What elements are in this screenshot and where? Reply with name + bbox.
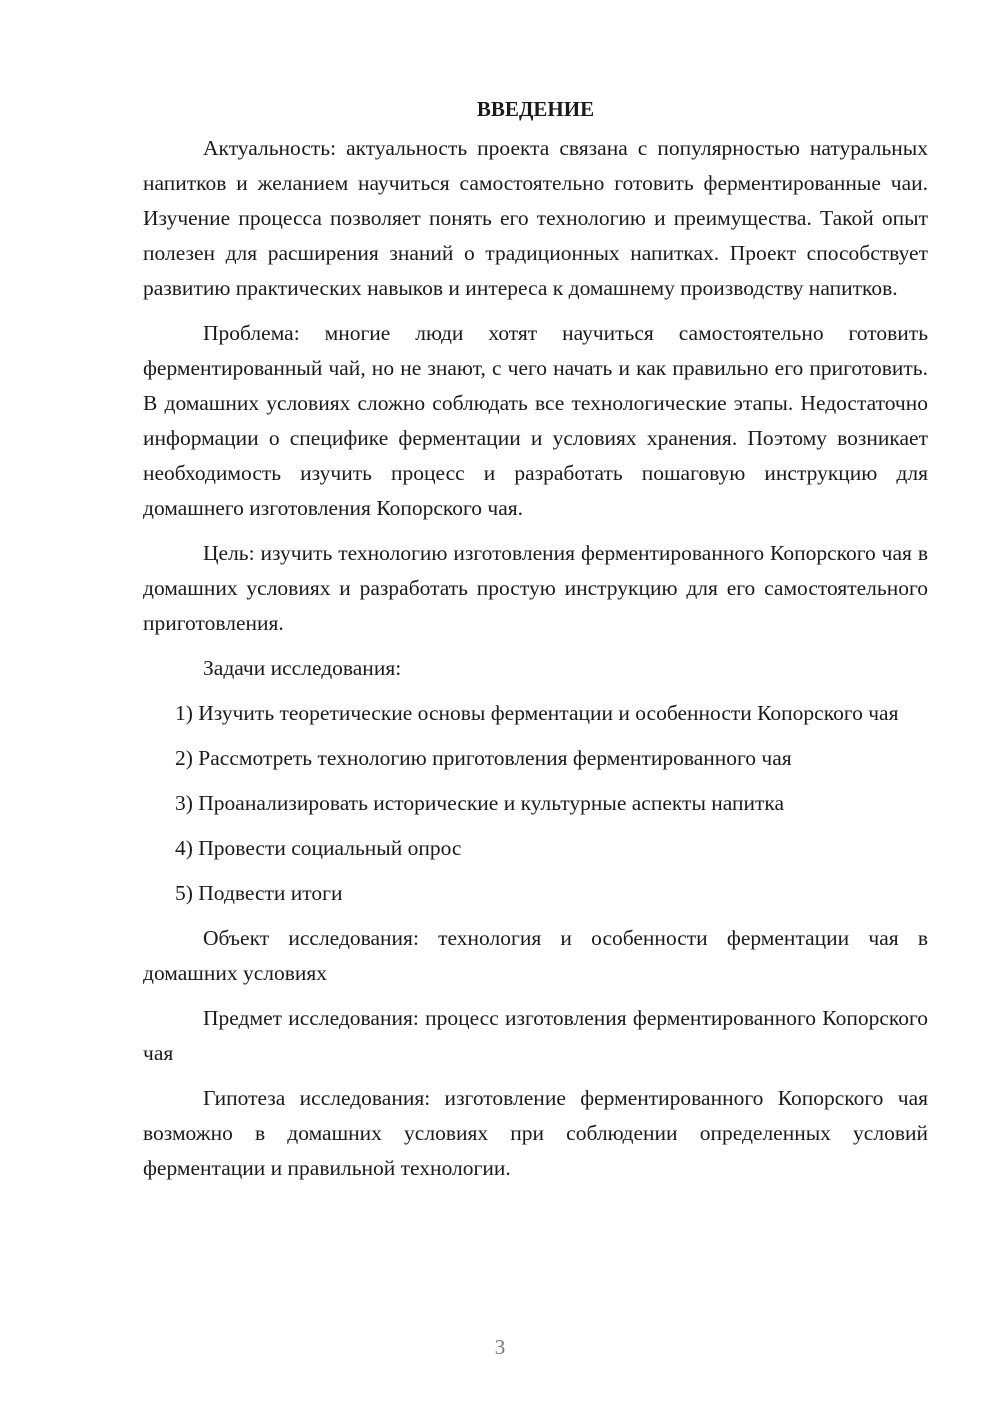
paragraph-goal: Цель: изучить технологию изготовления ферментированного Копорского чая в домашних условиях и разработать простую инструкцию для его самостоятельного приготовления. (143, 541, 928, 635)
task-item-3: 3) Проанализировать исторические и культурные аспекты напитка (175, 791, 785, 815)
task-item-1: 1) Изучить теоретические основы ферментации и особенности Копорского чая (175, 701, 899, 725)
paragraph-hypothesis: Гипотеза исследования: изготовление ферментированного Копорского чая возможно в домашних условиях при соблюдении определенных условий ферментации и правильной технологии. (143, 1086, 928, 1180)
task-item-4: 4) Провести социальный опрос (175, 836, 462, 860)
page-title: ВВЕДЕНИЕ (476, 97, 595, 121)
document-page (143, 92, 928, 1196)
paragraph-relevance: Актуальность: актуальность проекта связана с популярностью натуральных напитков и желанием научиться самостоятельно готовить ферментированные чаи. Изучение процесса позволяет понять его технологию и преимущества. Такой опыт полезен для расширения знаний о традиционных напитках. Проект способствует развитию практических навыков и интереса к домашнему производству напитков. (143, 136, 928, 300)
paragraph-problem: Проблема: многие люди хотят научиться самостоятельно готовить ферментированный чай, но не знают, с чего начать и как правильно его приготовить. В домашних условиях сложно соблюдать все технологические этапы. Недостаточно информации о специфике ферментации и условиях хранения. Поэтому возникает необходимость изучить процесс и разработать пошаговую инструкцию для домашнего изготовления Копорского чая. (143, 321, 928, 520)
paragraph-subject: Предмет исследования: процесс изготовления ферментированного Копорского чая (143, 1006, 928, 1065)
page-number: 3 (494, 1335, 506, 1359)
paragraph-object: Объект исследования: технология и особенности ферментации чая в домашних условиях (143, 926, 928, 985)
tasks-heading: Задачи исследования: (203, 656, 402, 680)
task-item-2: 2) Рассмотреть технологию приготовления ферментированного чая (175, 746, 792, 770)
task-item-5: 5) Подвести итоги (175, 881, 343, 905)
